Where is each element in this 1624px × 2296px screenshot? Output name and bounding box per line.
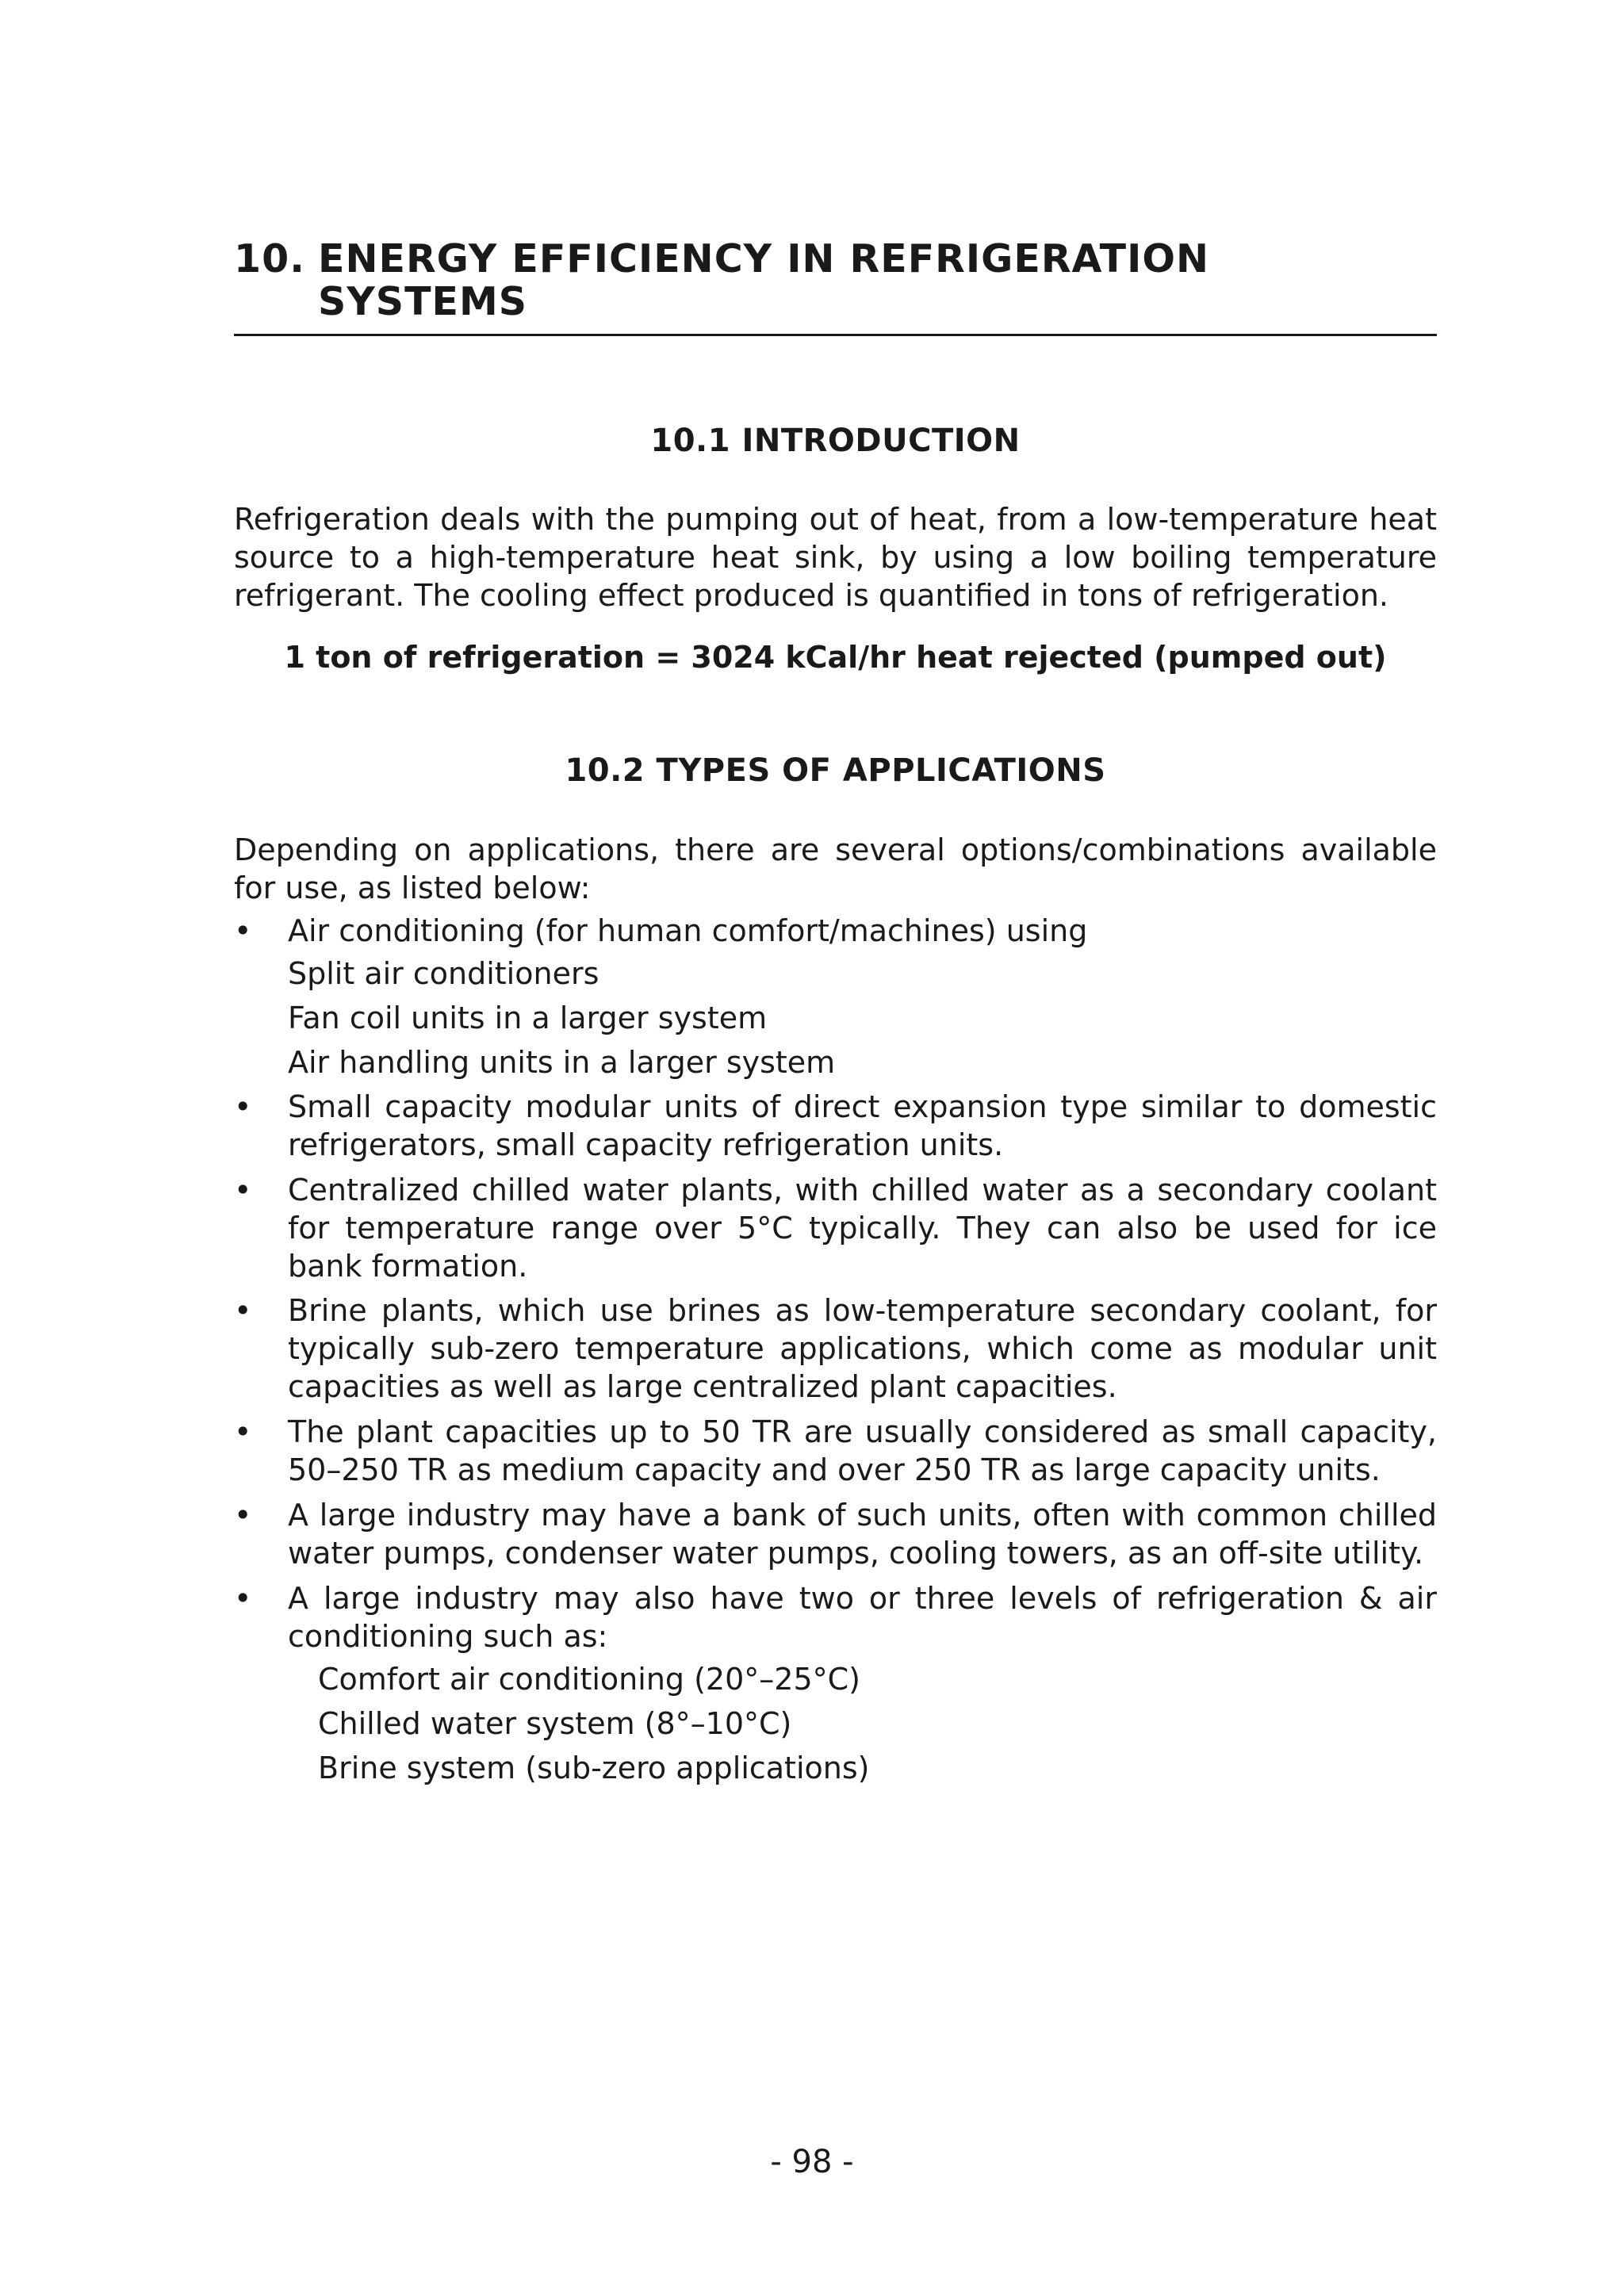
paragraph-line: for use, as listed below: — [234, 871, 591, 905]
list-item-line: conditioning such as: — [288, 1619, 608, 1654]
list-item-line: refrigerators, small capacity refrigeration units. — [288, 1127, 1004, 1162]
sub-item: Air handling units in a larger system — [288, 1045, 836, 1080]
list-item-text — [288, 1496, 1437, 1572]
list-item-line: A large industry may have a bank of such units, often with common chilled — [288, 1498, 1437, 1533]
bullet-icon: • — [234, 913, 252, 948]
bullet-icon: • — [234, 1581, 252, 1616]
sub-item: Comfort air conditioning (20°–25°C) — [318, 1662, 860, 1697]
chapter-title-rule — [234, 334, 1437, 336]
list-item-line: A large industry may also have two or three levels of refrigeration & air — [288, 1581, 1437, 1616]
chapter-title-line: ENERGY EFFICIENCY IN REFRIGERATION — [318, 236, 1209, 281]
bullet-icon: • — [234, 1498, 252, 1533]
chapter-number: 10. — [234, 236, 305, 281]
bullet-icon: • — [234, 1414, 252, 1449]
list-item-text — [288, 1171, 1437, 1285]
list-item-text — [288, 1579, 1437, 1655]
list-item-line: Air conditioning (for human comfort/machines) using — [288, 913, 1088, 948]
list-item-line: Small capacity modular units of direct expansion type similar to domestic — [288, 1089, 1437, 1124]
sub-item: Fan coil units in a larger system — [288, 1001, 768, 1035]
list-item-text — [288, 1088, 1437, 1164]
list-item-line: Centralized chilled water plants, with chilled water as a secondary coolant — [288, 1173, 1437, 1207]
section-heading-types-of-applications: 10.2 TYPES OF APPLICATIONS — [565, 752, 1106, 789]
paragraph-line: Refrigeration deals with the pumping out of heat, from a low-temperature heat — [234, 502, 1437, 537]
list-item-line: capacities as well as large centralized plant capacities. — [288, 1369, 1117, 1404]
list-item-text — [288, 912, 1437, 950]
list-item-text — [288, 1292, 1437, 1406]
chapter-title-line: SYSTEMS — [318, 279, 528, 324]
chapter-title-text — [318, 238, 1428, 323]
bullet-icon: • — [234, 1173, 252, 1207]
sub-item: Split air conditioners — [288, 956, 599, 991]
bullet-icon: • — [234, 1293, 252, 1328]
paragraph-line: source to a high-temperature heat sink, by using a low boiling temperature — [234, 540, 1437, 575]
list-item-line: bank formation. — [288, 1249, 528, 1284]
list-item-line: typically sub-zero temperature applications, which come as modular unit — [288, 1331, 1437, 1366]
list-item-line: for temperature range over 5°C typically. They can also be used for ice — [288, 1211, 1437, 1246]
page-number: - 98 - — [770, 2144, 854, 2180]
paragraph-line: Depending on applications, there are several options/combinations available — [234, 832, 1437, 867]
list-item-text — [288, 1413, 1437, 1489]
applications-intro-paragraph — [234, 831, 1437, 907]
formula-statement: 1 ton of refrigeration = 3024 kCal/hr heat rejected (pumped out) — [284, 640, 1387, 675]
list-item-line: Brine plants, which use brines as low-temperature secondary coolant, for — [288, 1293, 1437, 1328]
sub-item: Chilled water system (8°–10°C) — [318, 1706, 792, 1741]
list-item-line: water pumps, condenser water pumps, cooling towers, as an off-site utility. — [288, 1536, 1424, 1571]
list-item-line: 50–250 TR as medium capacity and over 250 TR as large capacity units. — [288, 1452, 1381, 1487]
introduction-paragraph — [234, 500, 1437, 614]
sub-item: Brine system (sub-zero applications) — [318, 1751, 870, 1785]
section-heading-introduction: 10.1 INTRODUCTION — [650, 423, 1021, 459]
list-item-line: The plant capacities up to 50 TR are usually considered as small capacity, — [288, 1414, 1437, 1449]
paragraph-line: refrigerant. The cooling effect produced is quantified in tons of refrigeration. — [234, 578, 1388, 613]
bullet-icon: • — [234, 1089, 252, 1124]
